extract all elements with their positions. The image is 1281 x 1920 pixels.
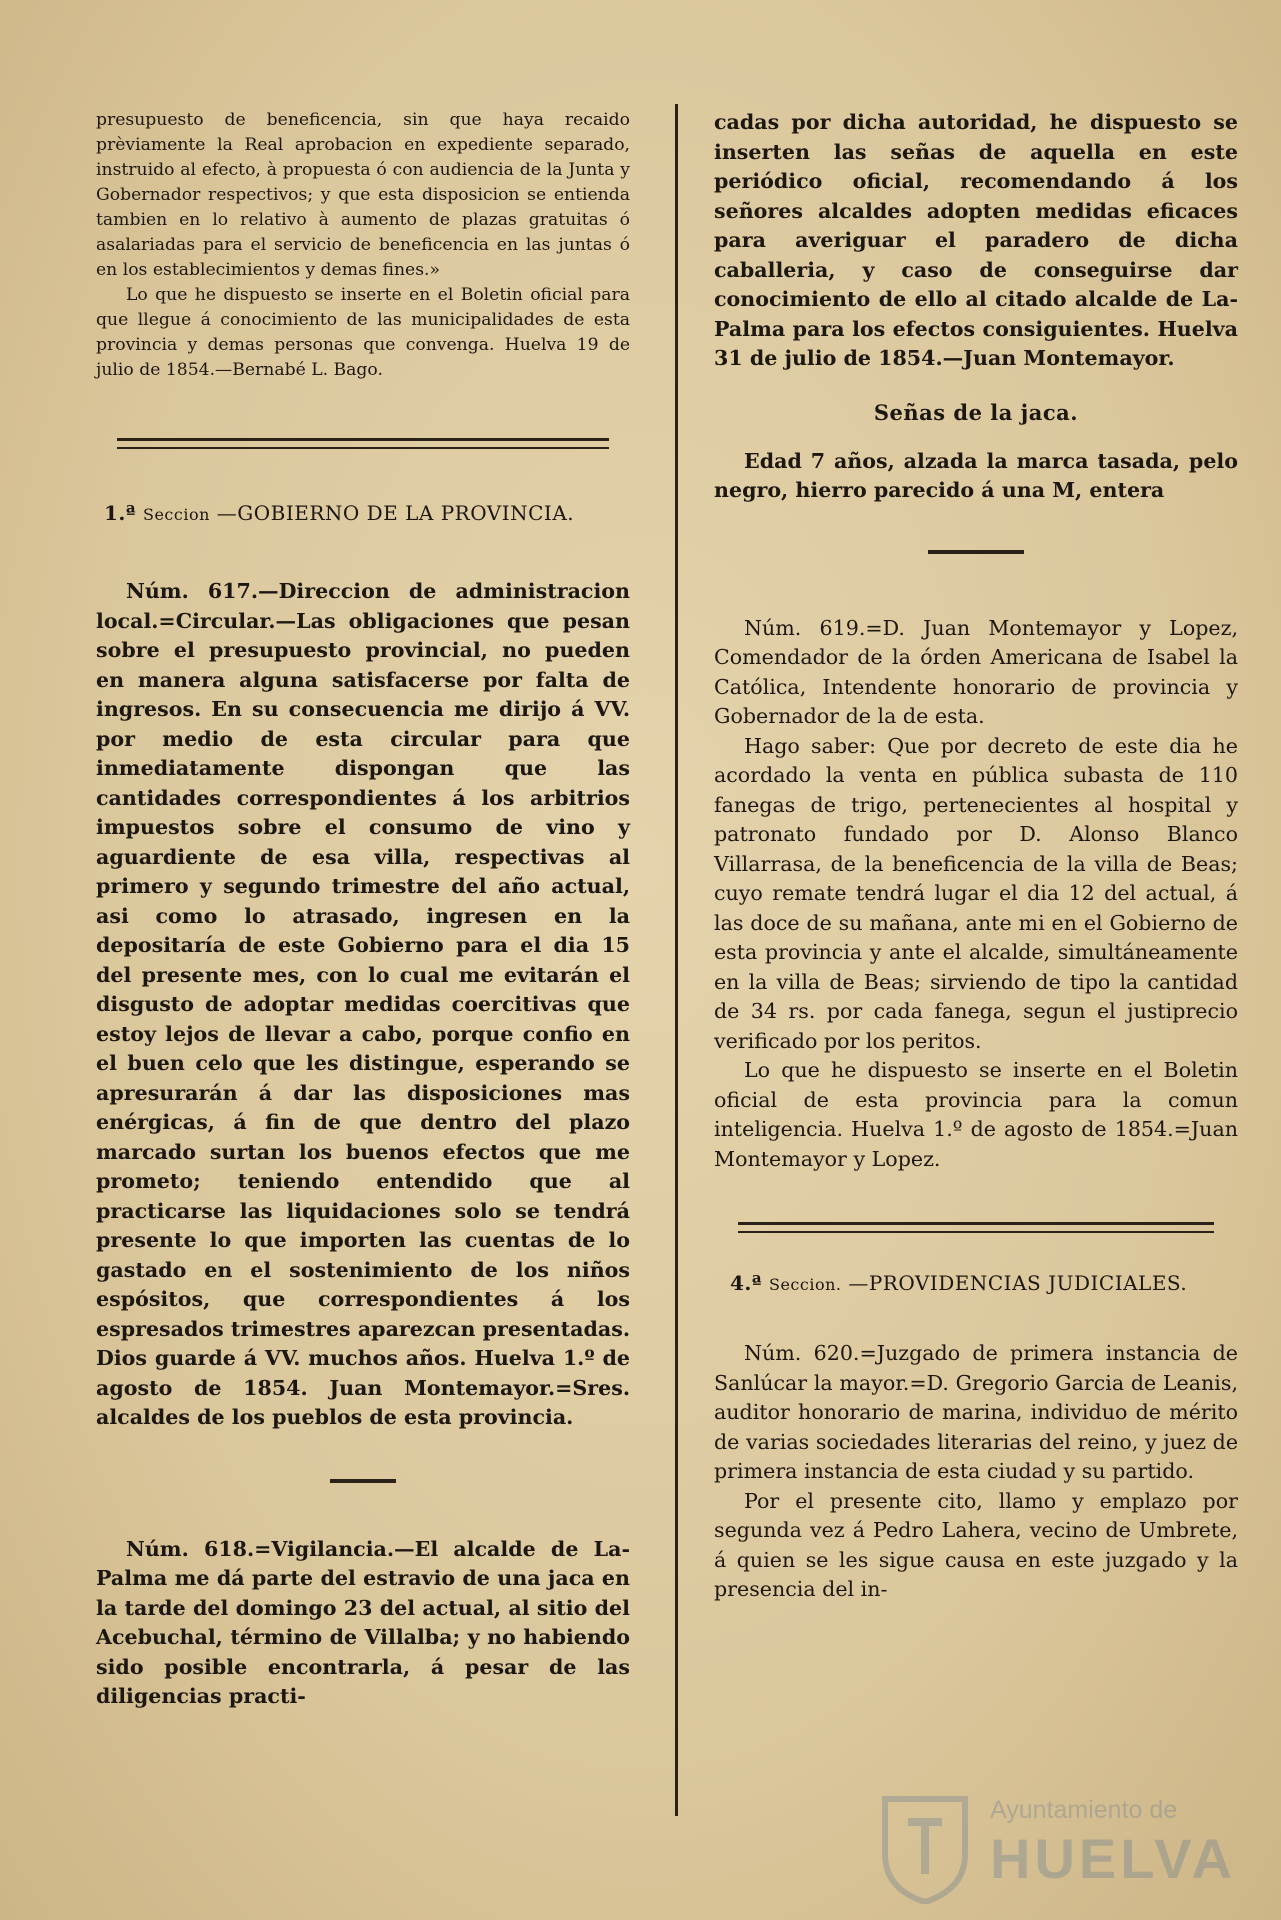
shield-icon — [880, 1794, 970, 1904]
section-rule — [117, 438, 609, 449]
section-rule — [738, 1222, 1214, 1233]
article-619-body: Hago saber: Que por decreto de este dia he acordado la venta en pública subasta de 110 fanegas de trigo, pertenecientes al hospital y patronato fundado por D. Alonso Blanco Villarrasa, de la beneficencia de la villa de Beas; cuyo remate tendrá lugar el dia 12 del actual, á las doce de su mañana, ante mi en el Gobierno de esta provincia y ante el alcalde, simultáneamente en la villa de Beas; sirviendo de tipo la cantidad de 34 rs. por cada fanega, segun el justiprecio verificado por los peritos. — [714, 733, 1238, 1053]
article-separator — [330, 1479, 396, 1483]
article-620: Núm. 620.=Juzgado de primera instancia de Sanlúcar la mayor.=D. Gregorio Garcia de Leanis, auditor honorario de marina, individuo de mérito de varias sociedades literarias del reino, y juez de primera instancia de esta ciudad y su partido. — [714, 1341, 1238, 1483]
right-column — [714, 108, 1238, 1605]
intro-text: presupuesto de beneficencia, sin que haya recaido prèviamente la Real aprobacion en expediente separado, instruido al efecto, à propuesta ó con audiencia de la Junta y Gobernador respectivos; y que esta disposicion se entienda tambien en lo relativo à aumento de plazas gratuitas ó asalariadas para el servicio de beneficencia en las juntas ó en los establecimientos y demas fines.» — [96, 110, 630, 280]
section-name: —PROVIDENCIAS JUDICIALES. — [848, 1271, 1188, 1295]
article-618: Núm. 618.=Vigilancia.—El alcalde de La-Palma me dá parte del estravio de una jaca en la tarde del domingo 23 del actual, al sitio del Acebuchal, término de Villalba; y no habiendo sido posible encontrarla, á pesar de las diligencias practi- — [96, 1536, 630, 1708]
article-619: Núm. 619.=D. Juan Montemayor y Lopez, Comendador de la órden Americana de Isabel la Católica, Intendente honorario de provincia y Gobernador de la de esta. — [714, 615, 1238, 728]
article-separator — [928, 550, 1024, 554]
section-name: —GOBIERNO DE LA PROVINCIA. — [216, 501, 575, 525]
article-618-continuation: cadas por dicha autoridad, he dispuesto se inserten las señas de aquella en este periódico oficial, recomendando á los señores alcaldes adopten medidas eficaces para averiguar el paradero de dicha caballeria, y caso de conseguirse dar conocimiento de ello al citado alcalde de La-Palma para los efectos consiguientes. Huelva 31 de julio de 1854.—Juan Montemayor. — [714, 110, 1238, 370]
left-column — [96, 108, 630, 1712]
section-word: Seccion — [142, 505, 210, 524]
huelva-watermark — [880, 1790, 1250, 1920]
column-divider — [675, 104, 678, 1816]
article-617: Núm. 617.—Direccion de administracion local.=Circular.—Las obligaciones que pesan sobre el presupuesto provincial, no pueden en manera alguna satisfacerse por falta de ingresos. En su consecuencia me dirijo á VV. por medio de esta circular para que inmediatamente dispongan que las cantidades correspondientes á los arbitrios impuestos sobre el consumo de vino y aguardiente de esa villa, respectivas al primero y segundo trimestre del año actual, asi como lo atrasado, ingresen en la depositaría de este Gobierno para el dia 15 del presente mes, con lo cual me evitarán el disgusto de adoptar medidas coercitivas que estoy lejos de llevar a cabo, porque confio en el buen celo que les distingue, esperando se apresurarán á dar las disposiciones mas enérgicas, á fin de que dentro del plazo marcado surtan los buenos efectos que me prometo; teniendo entendido que al practicarse las liquidaciones solo se tendrá presente lo que importen las cuentas de lo gastado en el sostenimiento de los niños espósitos, que correspondientes á los espresados trimestres aparezcan presentadas. Dios guarde á VV. muchos años. Huelva 1.º de agosto de 1854. Juan Montemayor.=Sres. alcaldes de los pueblos de esta provincia. — [96, 579, 630, 1429]
section-4-title — [714, 1271, 1238, 1295]
article-619-close: Lo que he dispuesto se inserte en el Boletin oficial de esta provincia para la comun inteligencia. Huelva 1.º de agosto de 1854.=Juan Montemayor y Lopez. — [714, 1058, 1238, 1171]
section-1-title — [96, 501, 630, 525]
section-number: 4.ª — [730, 1271, 763, 1295]
senas-text: Edad 7 años, alzada la marca tasada, pelo negro, hierro parecido á una M, entera — [714, 448, 1238, 502]
watermark-line-2: HUELVA — [990, 1827, 1236, 1890]
section-word: Seccion. — [768, 1275, 842, 1294]
intro-close: Lo que he dispuesto se inserte en el Boletin oficial para que llegue á conocimiento de las municipalidades de esta provincia y demas personas que convenga. Huelva 19 de julio de 1854.—Bernabé L. Bago. — [96, 285, 630, 380]
senas-title: Señas de la jaca. — [873, 399, 1079, 425]
article-620-body: Por el presente cito, llamo y emplazo por segunda vez á Pedro Lahera, vecino de Umbrete, á quien se les sigue causa en este juzgado y la presencia del in- — [714, 1488, 1238, 1601]
watermark-line-1: Ayuntamiento de — [990, 1796, 1178, 1824]
section-number: 1.ª — [104, 501, 137, 525]
